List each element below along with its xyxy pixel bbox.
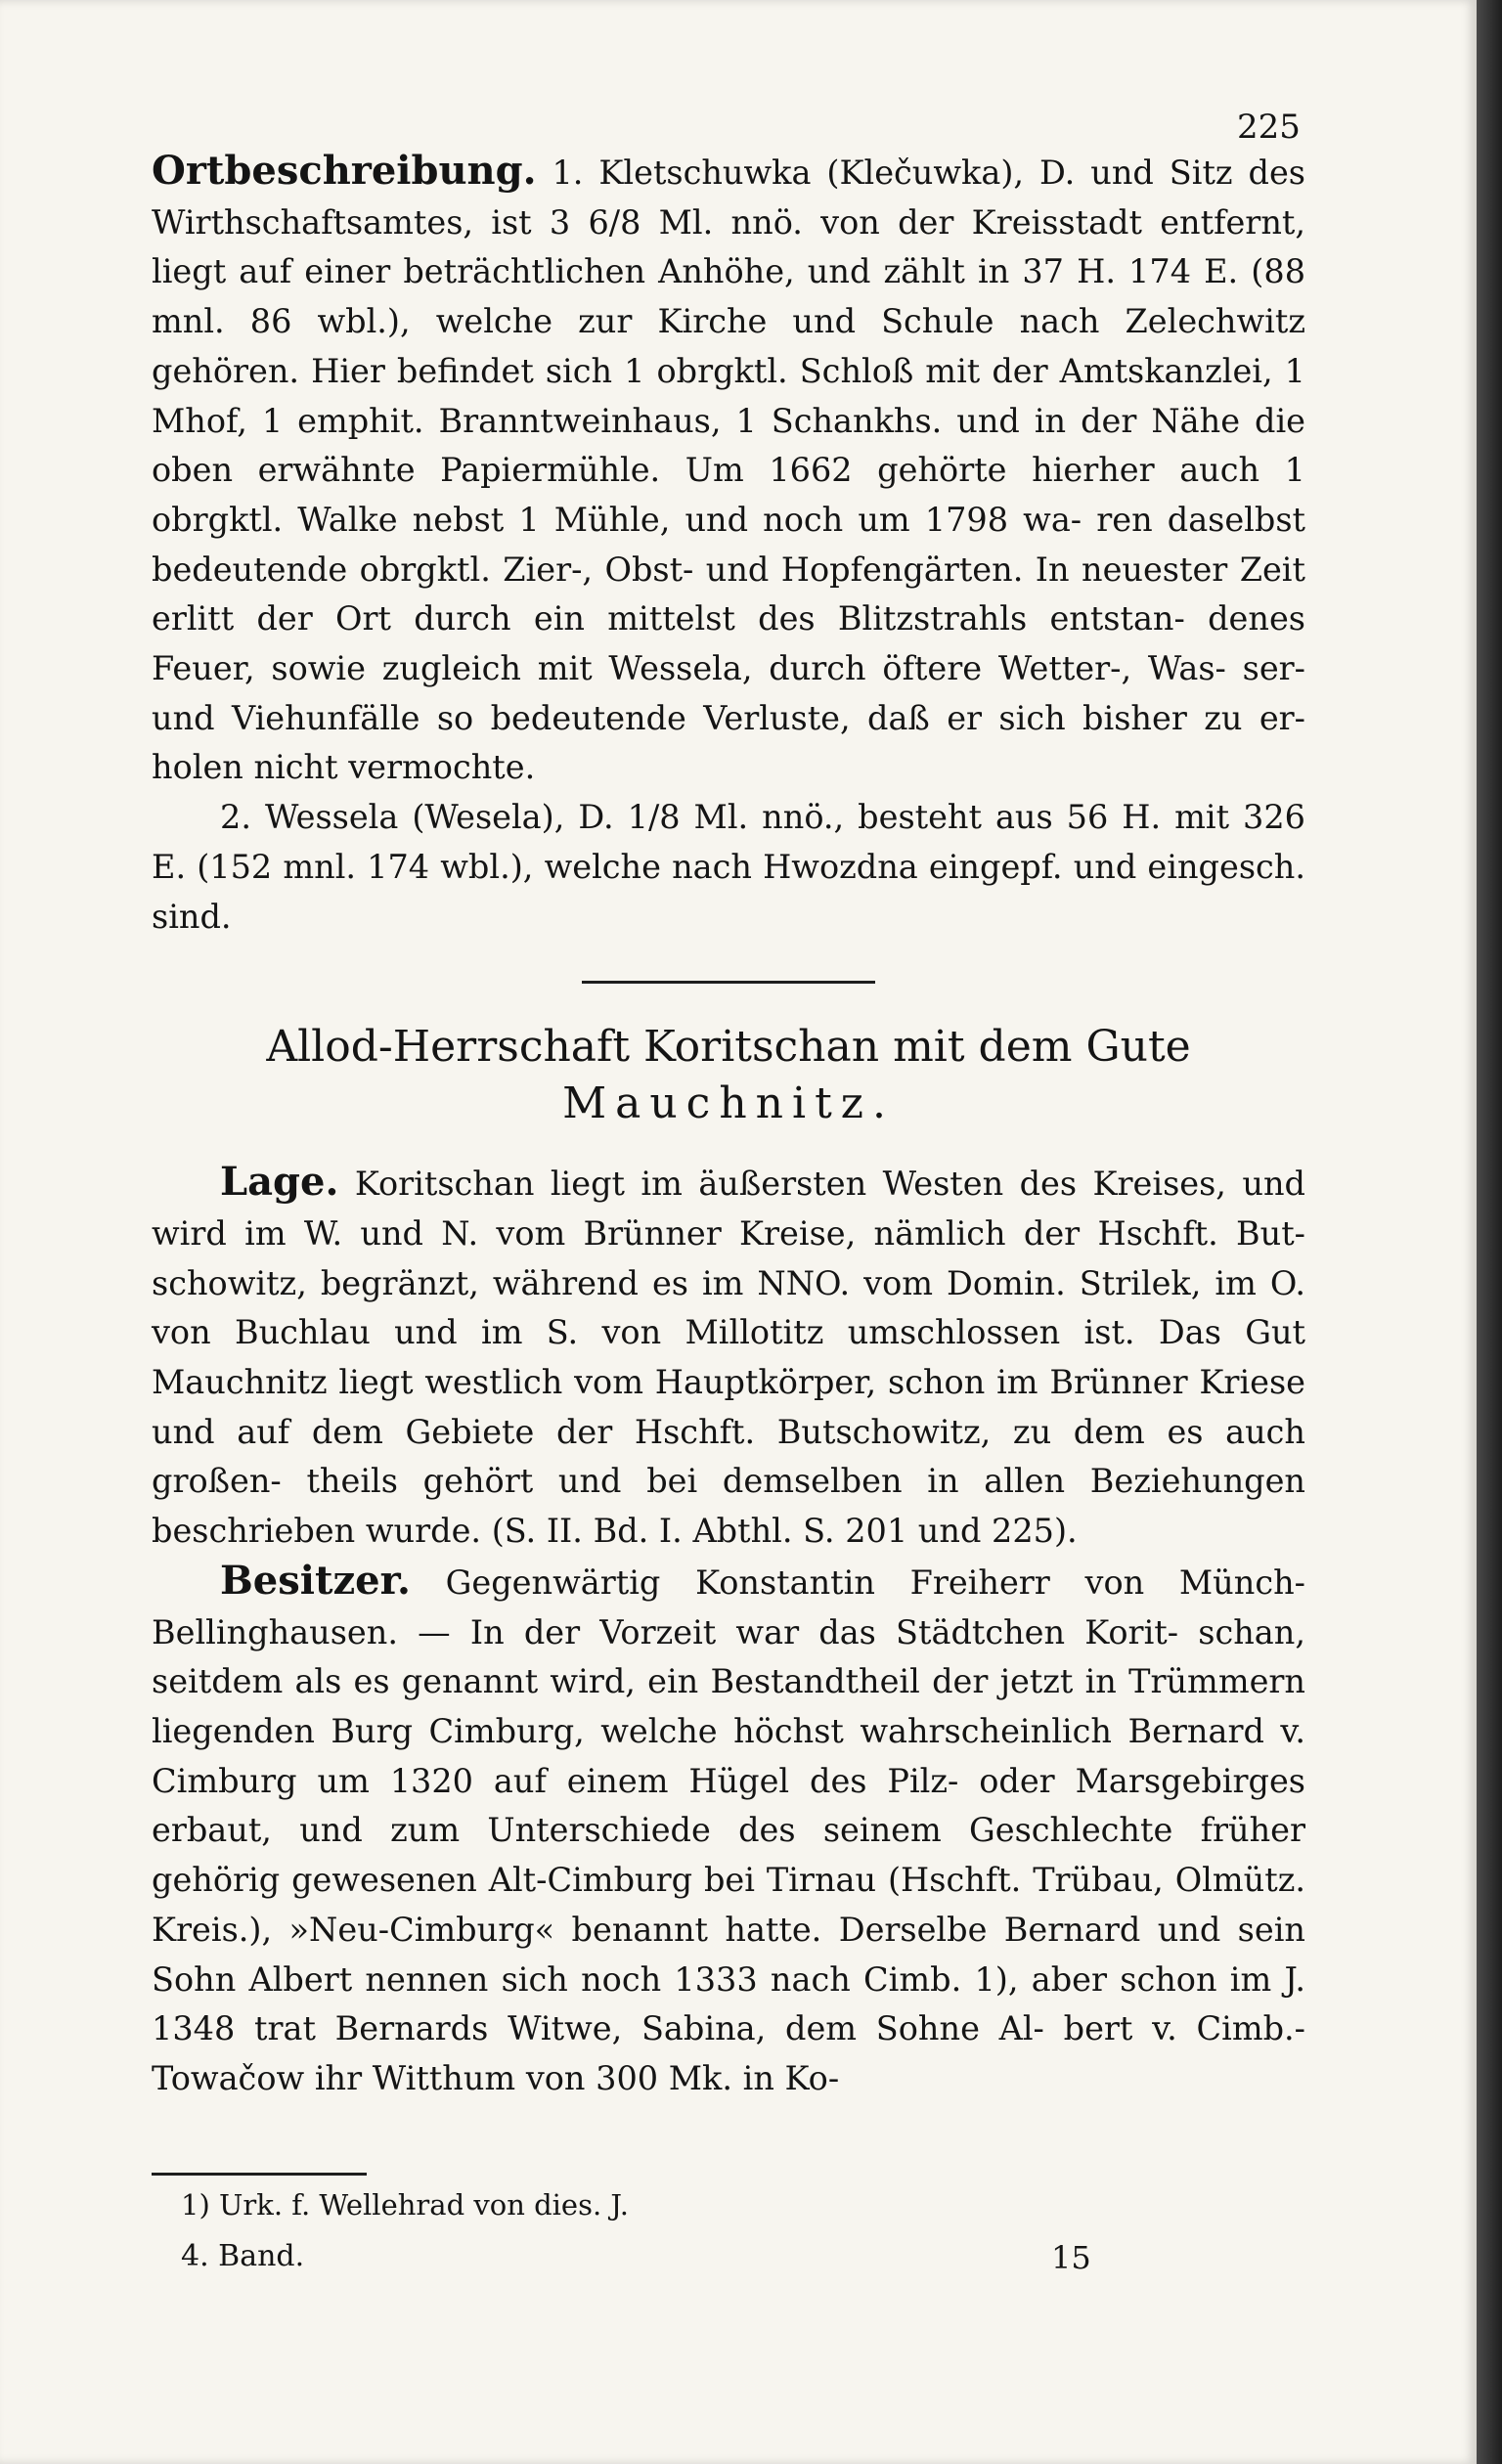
text-line: ren daselbst bedeutende obrgktl. Zier-, Obst- und Hopfengärten. In — [152, 500, 1305, 589]
text-line: und auf dem Gebiete der Hschft. Butschowitz, zu dem es auch großen- — [152, 1412, 1305, 1501]
text-line: Olmütz. Kreis.), »Neu-Cimburg« benannt hatte. Derselbe Bernard — [152, 1861, 1305, 1949]
text-line: und in der Nähe die oben erwähnte Papiermühle. Um 1662 gehörte — [152, 401, 1305, 490]
page-number: 225 — [1237, 108, 1301, 147]
ortsbeschreibung-heading: Ortbeschreibung. — [152, 148, 537, 194]
text-line: und Sitz des Wirthschaftsamtes, ist 3 6/8 Ml. nnö. von der — [152, 154, 1305, 242]
ortsbeschreibung-paragraph-2 — [152, 793, 1305, 942]
signature-volume: 4. Band. — [181, 2239, 305, 2273]
text-line: in 37 H. 174 E. (88 mnl. 86 wbl.), welche zur Kirche und Schule — [152, 252, 1306, 341]
text-line: denes Feuer, sowie zugleich mit Wessela, durch öftere Wetter-, Was- — [152, 599, 1305, 688]
text-line: nach Zelechwitz gehören. Hier befindet sich 1 obrgktl. Schloß mit — [152, 302, 1305, 390]
footnote-rule — [152, 2173, 367, 2176]
text-line: Gegenwärtig Konstantin Freiherr von Münch- — [445, 1562, 1305, 1602]
text-line: 1. Kletschuwka (Klečuwka), D. — [552, 154, 1076, 192]
ortsbeschreibung-paragraph-1 — [152, 147, 1305, 793]
text-line: holen nicht vermochte. — [152, 748, 536, 787]
text-line: theils gehört und bei demselben in allen Beziehungen beschrieben — [152, 1462, 1306, 1551]
text-line: Trümmern liegenden Burg Cimburg, welche höchst wahrscheinlich — [152, 1662, 1306, 1750]
text-line: von Buchlau und im S. von Millotitz umschlossen ist. Das Gut — [152, 1313, 1305, 1352]
text-line: wurde. (S. II. Bd. I. Abthl. S. 201 und 225). — [365, 1512, 1078, 1551]
besitzer-paragraph — [152, 1557, 1305, 2104]
text-line: schowitz, begränzt, während es im NNO. vom Domin. Strilek, im O. — [152, 1263, 1305, 1302]
text-line: ser- und Viehunfälle so bedeutende Verluste, daß er sich bisher zu er- — [152, 649, 1305, 737]
signature-number: 15 — [1051, 2239, 1091, 2276]
text-line: und sein Sohn Albert nennen sich noch 1333 nach Cimb. 1), aber schon — [152, 1910, 1305, 1999]
section-title — [152, 1019, 1305, 1132]
lage-heading: Lage. — [220, 1159, 339, 1206]
text-line: der Amtskanzlei, 1 Mhof, 1 emphit. Branntweinhaus, 1 Schankhs. — [152, 351, 1305, 440]
text-line: früher gehörig gewesenen Alt-Cimburg bei Tirnau (Hschft. Trübau, — [152, 1811, 1305, 1900]
text-line: und eingesch. sind. — [152, 847, 1305, 936]
text-line: 2. Wessela (Wesela), D. 1/8 Ml. nnö., besteht aus 56 H. — [220, 798, 1162, 837]
besitzer-heading: Besitzer. — [220, 1557, 411, 1604]
text-line: neuester Zeit erlitt der Ort durch ein mittelst des Blitzstrahls entstan- — [152, 550, 1305, 638]
section-divider — [582, 981, 875, 984]
text-line: mit 326 E. (152 mnl. 174 wbl.), welche nach Hwozdna eingepf. — [152, 798, 1305, 886]
text-line: Kreisstadt entfernt, liegt auf einer beträchtlichen Anhöhe, und zählt — [152, 202, 1305, 291]
text-line: bert v. Cimb.-Towačow ihr Witthum von 300 Mk. in Ko- — [152, 2009, 1305, 2097]
text-line: Bernard v. Cimburg um 1320 auf einem Hügel des Pilz- oder — [152, 1711, 1305, 1800]
text-line: Koritschan liegt im äußersten Westen des Kreises, — [354, 1165, 1226, 1204]
text-line: und wird im W. und N. vom Brünner Kreise, nämlich der Hschft. But- — [152, 1165, 1305, 1253]
text-line: im J. 1348 trat Bernards Witwe, Sabina, dem Sohne Al- — [152, 1959, 1305, 2048]
text-line: Mauchnitz liegt westlich vom Hauptkörper, schon im Brünner Kriese — [152, 1363, 1305, 1402]
text-line: Marsgebirges erbaut, und zum Unterschiede des seinem Geschlechte — [152, 1761, 1305, 1850]
page-body — [152, 147, 1305, 2104]
lage-paragraph — [152, 1158, 1305, 1557]
scan-edge — [1477, 0, 1502, 2464]
footnote: 1) Urk. f. Wellehrad von dies. J. — [181, 2188, 630, 2222]
text-line: hierher auch 1 obrgktl. Walke nebst 1 Mühle, und noch um 1798 wa- — [152, 451, 1305, 539]
text-line: schan, seitdem als es genannt wird, ein Bestandtheil der jetzt in — [152, 1612, 1305, 1701]
section-title-line-2: Mauchnitz. — [562, 1078, 895, 1129]
text-line: Bellinghausen. — In der Vorzeit war das Städtchen Korit- — [152, 1612, 1179, 1651]
section-title-line-1: Allod-Herrschaft Koritschan mit dem Gute — [266, 1022, 1191, 1073]
